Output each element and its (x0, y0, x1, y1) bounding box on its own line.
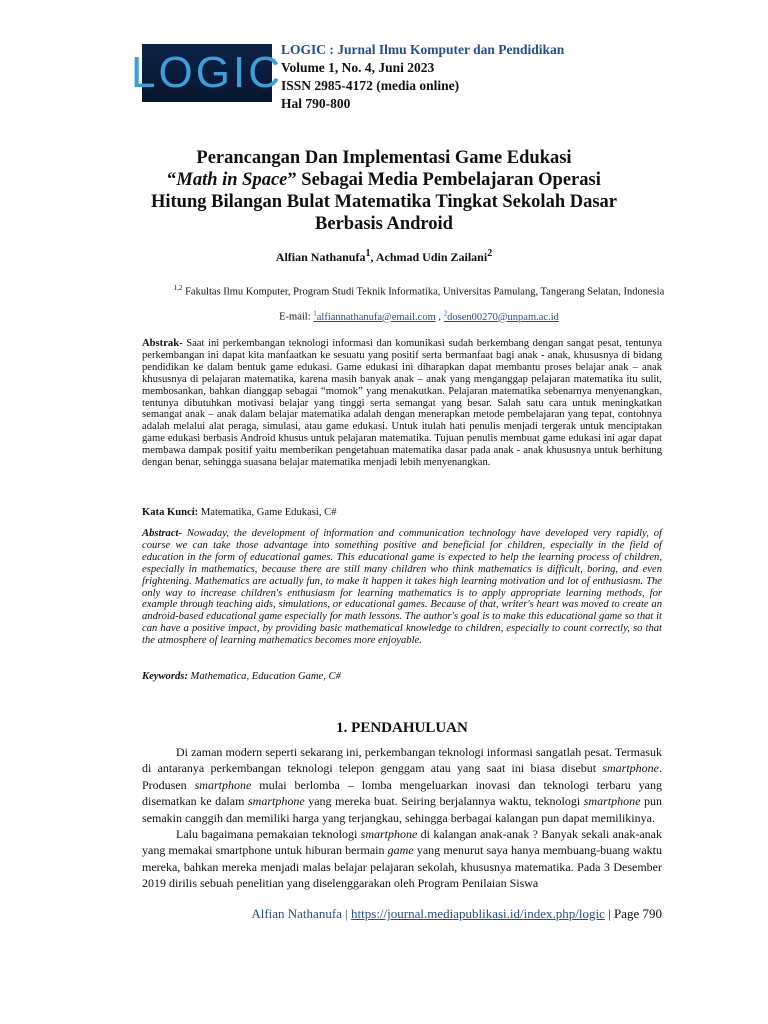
email-2-sup: 2 (443, 309, 448, 317)
journal-pages: Hal 790-800 (281, 96, 351, 111)
email-1-link[interactable] (313, 309, 436, 323)
p1-text-e: pun semakin canggih dan memiliki harga yang terjangkau, sehingga berbagai kalangan pun dapat memilikinya. (142, 794, 663, 825)
p1-text-d: yang mereka buat. Seiring berjalannya waktu, teknologi (304, 794, 584, 809)
affiliation (170, 282, 668, 299)
title-quote-close: ” (287, 170, 297, 190)
p1-text-a: Di zaman modern seperti sekarang ini, perkembangan teknologi informasi sangatlah pesat. Termasuk di antaranya perkembangan teknologi telepon genggam atau yang saat ini biasa disebut (142, 745, 662, 776)
paragraph-2 (142, 826, 662, 892)
abstract-en-text: Nowaday, the development of information and communication technology have developed very rapidly, of course we can take those advantage into something positive and beneficial for children, especially in the field of education in the form of educational games. This educational game is expected to help the learning process of children, especially in mathematics, because there are still many children who think mathematics is difficult, boring, and even frightening. Mathematics are actually fun, to make it happen it takes high learning motivation and lot of enthusiasm. The only way to increase children's enthusiasm for learning mathematics is to apply appropriate learning methods, for example through teaching aids, simulations, or educational games. Because of that, writer's heart was moved to create an android-based educational game especially for math lessons. The author's goal is to make this educational game so that it can have a positive impact, by providing basic mathematical knowledge to children, especially to count correctly, so that the atmosphere of learning mathematics becomes more enjoyable. (142, 528, 662, 647)
abstract-en-label: Abstract- (142, 528, 183, 539)
title-line-4: Berbasis Android (315, 214, 453, 234)
keywords-id-text: Matematika, Game Edukasi, C# (198, 507, 337, 518)
author-1: Alfian Nathanufa (275, 250, 366, 264)
title-line-1: Perancangan Dan Implementasi Game Edukasi (196, 148, 572, 168)
author-separator: , (370, 250, 376, 264)
email-2-text: dosen00270@unpam.ac.id (447, 311, 559, 323)
p2-italic-2: game (387, 843, 414, 858)
email-label: E-mail: (279, 311, 314, 323)
keywords-en-text: Mathematica, Education Game, C# (187, 671, 341, 682)
email-separator: , (435, 311, 444, 323)
p2-italic-1: smartphone (360, 827, 418, 842)
affiliation-text: Fakultas Ilmu Komputer, Program Studi Teknik Informatika, Universitas Pamulang, Tangerang Selatan, Indonesia (185, 286, 665, 298)
p1-text-b: . Produsen (142, 761, 662, 792)
keywords-id (142, 507, 662, 518)
title-line-3: Hitung Bilangan Bulat Matematika Tingkat Sekolah Dasar (150, 192, 617, 212)
journal-name: LOGIC : Jurnal Ilmu Komputer dan Pendidikan (281, 42, 565, 57)
p1-italic-4: smartphone (583, 794, 641, 809)
keywords-id-label: Kata Kunci: (142, 507, 199, 518)
journal-issn: ISSN 2985-4172 (media online) (281, 78, 460, 93)
author-emails (170, 309, 668, 323)
p1-italic-2: smartphone (194, 777, 252, 792)
p2-text-a: Lalu bagaimana pemakaian teknologi (176, 827, 361, 842)
title-line-2-rest: Sebagai Media Pembelajaran Operasi (296, 170, 601, 190)
abstract-en (142, 528, 662, 647)
title-line-2 (140, 169, 628, 191)
section-heading: 1. PENDAHULUAN (336, 720, 468, 736)
journal-volume: Volume 1, No. 4, Juni 2023 (281, 60, 435, 75)
footer-page-number: | Page 790 (604, 906, 662, 921)
author-1-sup: 1 (365, 248, 371, 259)
journal-info (281, 41, 564, 113)
title-game-name: Math in Space (176, 170, 288, 190)
email-1-text: alfiannathanufa@email.com (316, 311, 436, 323)
p1-text-c: mulai berlomba – lomba mengeluarkan inovasi dan teknologi terbaru yang disematkan ke dalam (142, 777, 663, 809)
email-2-link[interactable] (443, 309, 559, 323)
paper-title (140, 147, 628, 235)
abstract-id (142, 338, 662, 469)
p2-text-c: yang menurut saya hanya membuang-buang waktu mereka, bahkan mereka menjadi malas belajar pelajaran sekolah, khususnya matematika. Pada 3 Desember 2019 dirilis sebuah penelitian yang diselenggarakan oleh Program Penilaian Siswa (142, 843, 662, 891)
keywords-en-label: Keywords: (142, 671, 188, 682)
abstract-id-label: Abstrak- (142, 338, 183, 349)
footer-sep: | (341, 906, 352, 921)
p2-text-b: di kalangan anak-anak ? Banyak sekali anak-anak yang memakai smartphone untuk hiburan bermain (142, 827, 662, 858)
authors (140, 248, 628, 265)
section-body (142, 744, 662, 892)
abstract-id-text: Saat ini perkembangan teknologi informasi dan komunikasi sudah berkembang dengan sangat pesat, tentunya perkembangan ini dapat kita manfaatkan ke sesuatu yang positif serta bermanfaat bagi anak - anak, khususnya di bidang pendidikan ke dalam bentuk game edukasi. Game edukasi ini diharapkan dapat membantu proses belajar anak – anak khususnya di pelajaran matematika, karena masih banyak anak – anak yang menganggap pelajaran matematika itu sulit, membosankan, bahkan dianggap sebagai “momok” yang menakutkan. Pelajaran matematika sebenarnya menyenangkan, tentunya dibutuhkan motivasi belajar yang tinggi serta semangat yang besar. Salah satu cara untuk meningkatkan semangat anak – anak dalam belajar matematika adalah dengan menerapkan metode pembelajaran yang tepat, contohnya adalah melalui alat peraga, simulasi, atau game edukasi. Untuk itulah hati penulis menjadi tergerak untuk menciptakan game edukasi berbasis Android khusus untuk pelajaran matematika. Tujuan penulis membuat game edukasi ini agar dapat membawa dampak positif yaitu memberikan pengetahuan matematika dasar pada anak - anak khususnya untuk berhitung dengan benar, sehingga suasana belajar matematika menjadi lebih menyenangkan. (142, 338, 662, 469)
affiliation-sup: 1,2 (173, 284, 183, 292)
page-footer (142, 906, 662, 922)
paragraph-1 (142, 744, 662, 826)
logo-text: LOGIC (131, 48, 283, 97)
title-quote-open: “ (167, 170, 177, 190)
journal-logo (131, 44, 283, 102)
footer-url-link[interactable]: https://journal.mediapublikasi.id/index.php/logic (351, 906, 605, 921)
keywords-en (142, 671, 662, 682)
p1-italic-1: smartphone (602, 761, 659, 776)
footer-author: Alfian Nathanufa (251, 906, 342, 921)
email-1-sup: 1 (313, 309, 317, 317)
author-2: Achmad Udin Zailani (375, 250, 488, 264)
p1-italic-3: smartphone (248, 794, 305, 809)
author-2-sup: 2 (487, 248, 493, 259)
